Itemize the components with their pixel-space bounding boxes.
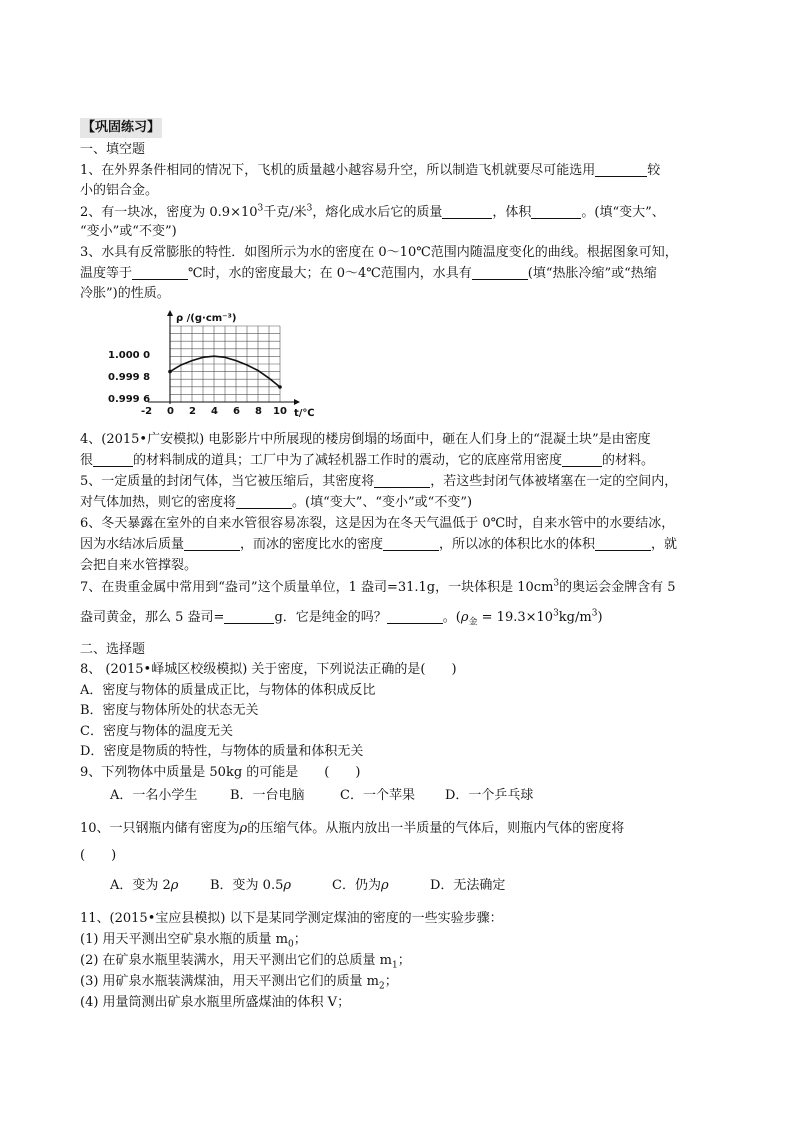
answer-blank[interactable] [387,609,443,624]
question-3-line-1: 3、水具有反常膨胀的特性．如图所示为水的密度在 0～10℃范围内随温度变化的曲线。根据图象可知， [80,245,678,260]
question-4-line-1: 4、(2015•广安模拟) 电影影片中所展现的楼房倒塌的场面中，砸在人们身上的“混凝土块”是由密度 [80,432,651,447]
chart-x-tick-label: 0 [167,406,174,417]
chart-y-tick-label: 0.999 6 [108,394,151,405]
chart-x-tick-label: 10 [273,406,287,417]
section-header: 【巩固练习】 [80,118,162,138]
answer-blank[interactable] [531,204,581,219]
question-9-option-d[interactable]: D．一个乒乓球 [445,788,534,803]
question-5-line-1: 5、一定质量的封闭气体，当它被压缩后，其密度将 ，若这些封闭气体被堵塞在一定的空间内， [80,474,678,489]
question-8-option-b[interactable]: B．密度与物体所处的状态无关 [80,703,259,718]
question-5-line-2: 对气体加热，则它的密度将 。(填“变大”、“变小”或“不变”) [80,495,473,510]
chart-x-tick-label: -2 [141,406,153,417]
answer-blank[interactable] [595,162,647,177]
question-3-line-2: 温度等于 ℃时，水的密度最大；在 0～4℃范围内，水具有 (填“热胀冷缩”或“热缩 [80,266,657,281]
answer-blank[interactable] [442,204,492,219]
question-11-step-2: (2) 在矿泉水瓶里装满水，用天平测出它们的总质量 $m_1$； [80,953,411,971]
question-4-line-2: 很 的材料制成的道具；工厂中为了减轻机器工作时的震动，它的底座常用密度 的材料。 [80,453,655,468]
question-6-line-1: 6、冬天暴露在室外的自来水管很容易冻裂，这是因为在冬天气温低于 0℃时，自来水管中的水要结冰， [80,516,675,531]
chart-y-label: ρ /(g·cm⁻³) [176,313,237,324]
question-3-line-3: 冷胀”)的性质。 [80,286,170,301]
answer-blank[interactable] [236,494,292,509]
answer-blank[interactable] [383,536,439,551]
question-11-step-3: (3) 用矿泉水瓶装满煤油，用天平测出它们的质量 $m_2$； [80,974,398,992]
question-11-step-4: (4) 用量筒测出矿泉水瓶里所盛煤油的体积 V； [80,995,351,1010]
question-6-line-3: 会把自来水管撑裂。 [80,558,198,573]
question-8-option-c[interactable]: C．密度与物体的温度无关 [80,724,233,739]
chart-x-label: t/℃ [294,408,315,419]
chart-x-arrow [294,399,300,405]
question-7-line-1: 7、在贵重金属中常用到“盎司”这个质量单位，1 盎司=31.1g，一块体积是 $10cm^3$的奥运会金牌含有 5 [80,578,676,595]
question-2-line-1: 2、有一块冰，密度为 $0.9\times 10^3$千克/米$^3$，熔化成水后它的质量 ，体积 。(填“变大”、 [80,203,665,220]
answer-blank[interactable] [184,536,240,551]
question-10-stem: 10、一只钢瓶内储有密度为ρ的压缩气体。从瓶内放出一半质量的气体后，则瓶内气体的密度将 [80,821,625,836]
answer-blank[interactable] [374,473,430,488]
answer-blank[interactable] [562,452,602,467]
chart-y-arrow [167,310,173,316]
chart-x-tick-label: 4 [211,406,218,417]
answer-blank[interactable] [472,265,528,280]
question-8-option-a[interactable]: A．密度与物体的质量成正比，与物体的体积成反比 [80,683,376,698]
section-title-fill: 一、填空题 [80,142,146,157]
question-1-line-1: 1、在外界条件相同的情况下，飞机的质量越小越容易升空，所以制造飞机就要尽可能选用 较 [80,163,661,178]
answer-blank[interactable] [132,265,188,280]
chart-data-point [168,370,172,374]
question-7-line-2: 盎司黄金，那么 5 盎司= g．它是纯金的吗？ 。$(\rho_金 = 19.3\times 10^3kg/m^3)$ [80,608,603,628]
question-10-option-d[interactable]: D．无法确定 [430,878,506,893]
section-title-choice: 二、选择题 [80,642,146,657]
question-11-step-1: (1) 用天平测出空矿泉水瓶的质量 $m_0$； [80,932,307,950]
question-9-option-a[interactable]: A．一名小学生 [110,788,198,803]
chart-x-tick-label: 8 [255,406,262,417]
question-8-option-d[interactable]: D．密度是物质的特性，与物体的质量和体积无关 [80,744,364,759]
answer-blank[interactable] [595,536,651,551]
answer-blank[interactable] [93,452,133,467]
density-temperature-chart [108,310,318,422]
chart-x-tick-label: 2 [189,406,196,417]
answer-blank[interactable] [224,609,274,624]
question-9-stem: 9、下列物体中质量是 50kg 的可能是 ( ) [80,765,361,780]
question-6-line-2: 因为水结冰后质量 ，而冰的密度比水的密度 ，所以冰的体积比水的体积 ，就 [80,537,678,552]
chart-y-tick-label: 1.000 0 [108,350,151,361]
question-8-stem: 8、 (2015•峄城区校级模拟) 关于密度，下列说法正确的是( ) [80,662,457,677]
chart-data-point [278,385,282,389]
question-1-line-2: 小的铝合金。 [80,183,159,198]
question-9-option-b[interactable]: B．一台电脑 [230,788,305,803]
question-2-line-2: “变小”或“不变”) [80,224,177,239]
question-9-option-c[interactable]: C．一个苹果 [340,788,415,803]
question-10-paren: ( ) [80,848,117,863]
chart-y-tick-label: 0.999 8 [108,372,151,383]
question-10-option-c[interactable]: C．仍为ρ [332,878,389,893]
chart-x-tick-label: 6 [233,406,240,417]
question-10-option-b[interactable]: B．变为 0.5ρ [210,878,292,893]
question-10-option-a[interactable]: A．变为 2ρ [110,878,179,893]
question-11-stem: 11、(2015•宝应县模拟) 以下是某同学测定煤油的密度的一些实验步骤： [80,911,503,926]
